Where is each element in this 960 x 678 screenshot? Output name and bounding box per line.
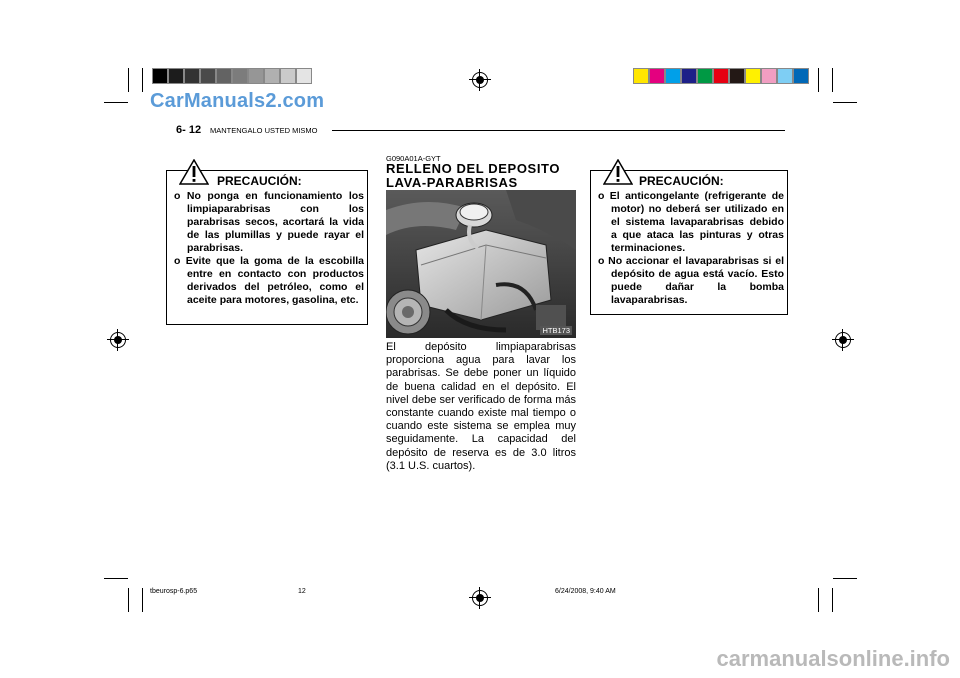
caution-title: PRECAUCIÓN: (217, 174, 302, 188)
washer-reservoir-photo (386, 190, 576, 338)
color-swatch (264, 68, 280, 84)
warning-triangle-icon (179, 159, 209, 185)
color-swatch (232, 68, 248, 84)
color-swatch (745, 68, 761, 84)
body-paragraph: El depósito limpiaparabrisas proporciona agua para lavar los parabrisas. Se debe poner un líquido de buena calidad en el depósito. El nivel debe ser verificado de forma más constante cuando existe mal tiempo o cuando este sistema se emplea muy seguidamente. La capacidad del depósito de reserva es de 3.0 litros (3.1 U.S. cuartos). (386, 341, 576, 472)
caution-list (598, 190, 784, 307)
color-swatch (649, 68, 665, 84)
color-swatch (681, 68, 697, 84)
color-swatch (152, 68, 168, 84)
image-label: HTB173 (542, 326, 570, 335)
color-swatch (729, 68, 745, 84)
header-rule (332, 130, 785, 131)
color-swatch (633, 68, 649, 84)
color-swatch (761, 68, 777, 84)
list-item: o El anticongelante (refrigerante de motor) no deberá ser utilizado en el sistema lavaparabrisas debido a que ataca las pinturas y otras terminaciones. (598, 190, 784, 254)
section-heading (386, 162, 576, 190)
warning-triangle-icon (603, 159, 633, 185)
registration-mark-icon (469, 69, 491, 91)
page-number: 6- 12 (176, 124, 202, 136)
section-title: MANTENGALO USTED MISMO (210, 126, 318, 135)
list-item: o No ponga en funcionamiento los limpiaparabrisas con los parabrisas secos, acortará la vida de las plumillas y puede rayar el parabrisas. (174, 190, 364, 254)
caution-list (174, 190, 364, 307)
registration-mark-icon (469, 587, 491, 609)
list-item: o No accionar el lavaparabrisas si el depósito de agua está vacío. Esto puede dañar la bomba lavaparabrisas. (598, 255, 784, 306)
color-swatch (200, 68, 216, 84)
color-swatch (216, 68, 232, 84)
caution-title: PRECAUCIÓN: (639, 174, 724, 188)
heading-line-1: RELLENO DEL DEPOSITO (386, 161, 561, 176)
color-swatch (168, 68, 184, 84)
engine-bay-illustration (386, 190, 576, 338)
footer-timestamp: 6/24/2008, 9:40 AM (555, 588, 616, 595)
color-swatch (713, 68, 729, 84)
footer-watermark-link[interactable]: carmanualsonline.info (716, 646, 950, 671)
color-swatch (248, 68, 264, 84)
color-swatch (665, 68, 681, 84)
footer-filename: tbeurosp-6.p65 (150, 588, 198, 595)
color-swatch (793, 68, 809, 84)
caution-box-right (590, 170, 788, 315)
section-code: G090A01A-GYT (386, 154, 441, 163)
color-swatch (777, 68, 793, 84)
color-swatch (184, 68, 200, 84)
color-swatch (280, 68, 296, 84)
heading-line-2: LAVA-PARABRISAS (386, 175, 518, 190)
caution-box-left (166, 170, 368, 325)
footer-page: 12 (298, 588, 306, 595)
watermark-link[interactable]: CarManuals2.com (150, 90, 325, 112)
registration-mark-icon (107, 329, 129, 351)
registration-mark-icon (832, 329, 854, 351)
list-item: o Evite que la goma de la escobilla entre en contacto con productos derivados del petróleo, como el aceite para motores, gasolina, etc. (174, 255, 364, 306)
color-swatch (697, 68, 713, 84)
color-swatch (296, 68, 312, 84)
